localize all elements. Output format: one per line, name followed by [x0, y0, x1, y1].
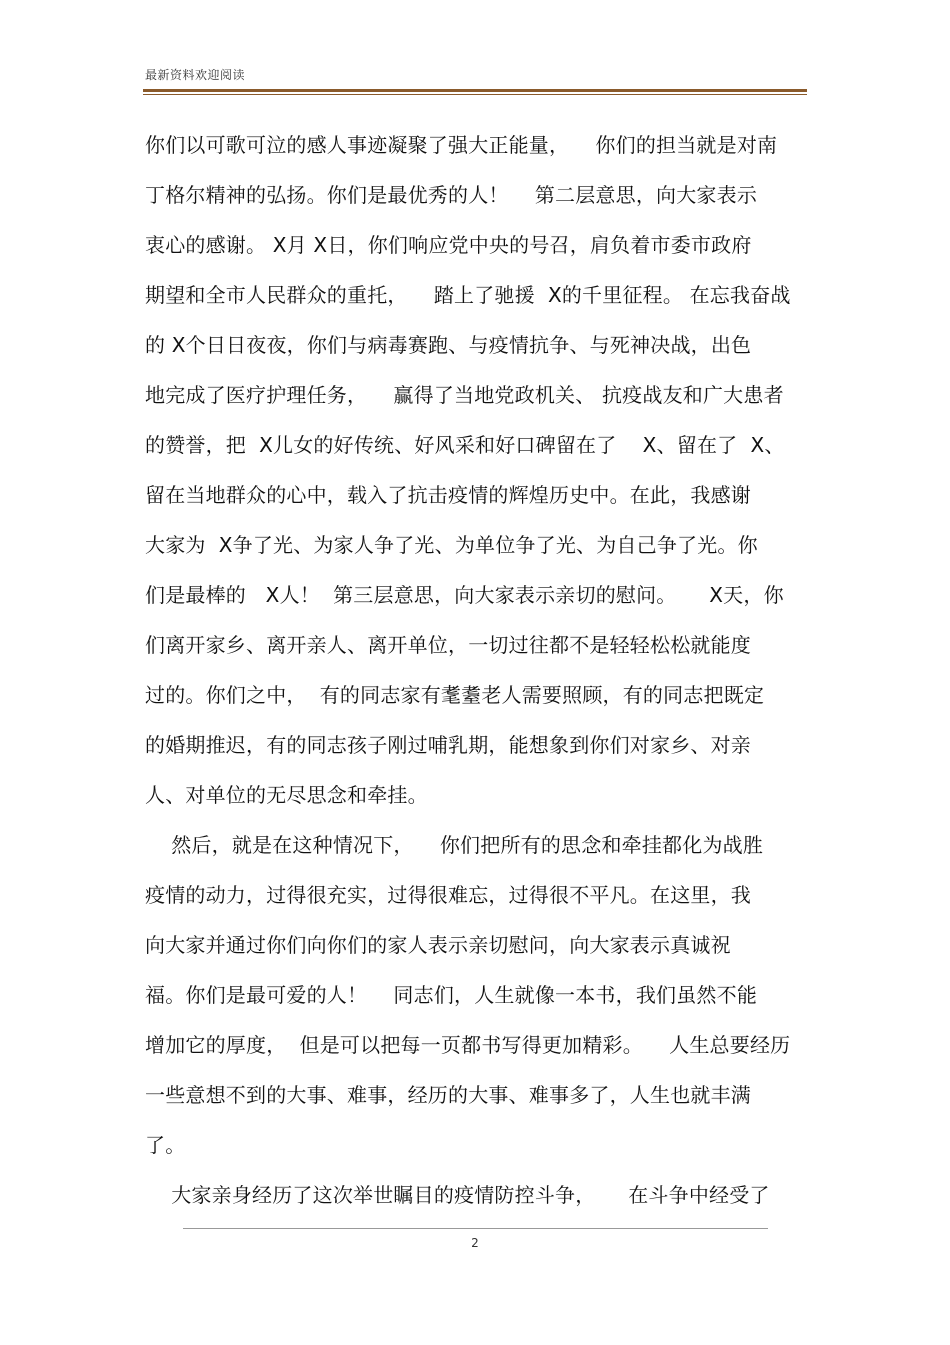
text-line: 人、对单位的无尽思念和牵挂。 — [145, 783, 428, 807]
header-rule — [143, 89, 807, 92]
footer-rule — [183, 1228, 768, 1229]
text-line: 衷心的感谢。 X月 X日，你们响应党中央的号召，肩负着市委市政府 — [145, 233, 752, 257]
text-line: 增加它的厚度， 但是可以把每一页都书写得更加精彩。 人生总要经历 — [145, 1033, 791, 1057]
header-rule-thin — [143, 94, 807, 95]
text-line: 然后，就是在这种情况下， 你们把所有的思念和牵挂都化为战胜 — [145, 833, 764, 857]
text-line: 向大家并通过你们向你们的家人表示亲切慰问，向大家表示真诚祝 — [145, 933, 731, 957]
text-line: 的赞誉，把 X儿女的好传统、好风采和好口碑留在了 X、留在了 X、 — [145, 433, 785, 457]
text-line: 过的。你们之中， 有的同志家有耄耋老人需要照顾，有的同志把既定 — [145, 683, 765, 707]
text-line: 一些意想不到的大事、难事，经历的大事、难事多了，人生也就丰满 — [145, 1083, 751, 1107]
text-line: 你们以可歌可泣的感人事迹凝聚了强大正能量， 你们的担当就是对南 — [145, 133, 778, 157]
text-line: 的 X个日日夜夜，你们与病毒赛跑、与疫情抗争、与死神决战，出色 — [145, 333, 752, 357]
text-line: 疫情的动力，过得很充实，过得很难忘，过得很不平凡。在这里，我 — [145, 883, 751, 907]
text-line: 期望和全市人民群众的重托， 踏上了驰援 X的千里征程。 在忘我奋战 — [145, 283, 791, 307]
page-number: 2 — [471, 1236, 479, 1250]
running-header: 最新资料欢迎阅读 — [145, 68, 246, 82]
text-line: 丁格尔精神的弘扬。你们是最优秀的人！ 第二层意思，向大家表示 — [145, 183, 758, 207]
body-text — [145, 120, 805, 1220]
text-line: 地完成了医疗护理任务， 赢得了当地党政机关、 抗疫战友和广大患者 — [145, 383, 784, 407]
text-line: 留在当地群众的心中，载入了抗击疫情的辉煌历史中。在此，我感谢 — [145, 483, 751, 507]
text-line: 的婚期推迟，有的同志孩子刚过哺乳期，能想象到你们对家乡、对亲 — [145, 733, 751, 757]
text-line: 大家亲身经历了这次举世瞩目的疫情防控斗争， 在斗争中经受了 — [145, 1183, 770, 1207]
text-line: 们离开家乡、离开亲人、离开单位，一切过往都不是轻轻松松就能度 — [145, 633, 751, 657]
text-line: 福。你们是最可爱的人！ 同志们，人生就像一本书，我们虽然不能 — [145, 983, 758, 1007]
text-line: 们是最棒的 X人！ 第三层意思，向大家表示亲切的慰问。 X天，你 — [145, 583, 784, 607]
text-line: 了。 — [145, 1133, 186, 1157]
text-line: 大家为 X争了光、为家人争了光、为单位争了光、为自己争了光。你 — [145, 533, 758, 557]
